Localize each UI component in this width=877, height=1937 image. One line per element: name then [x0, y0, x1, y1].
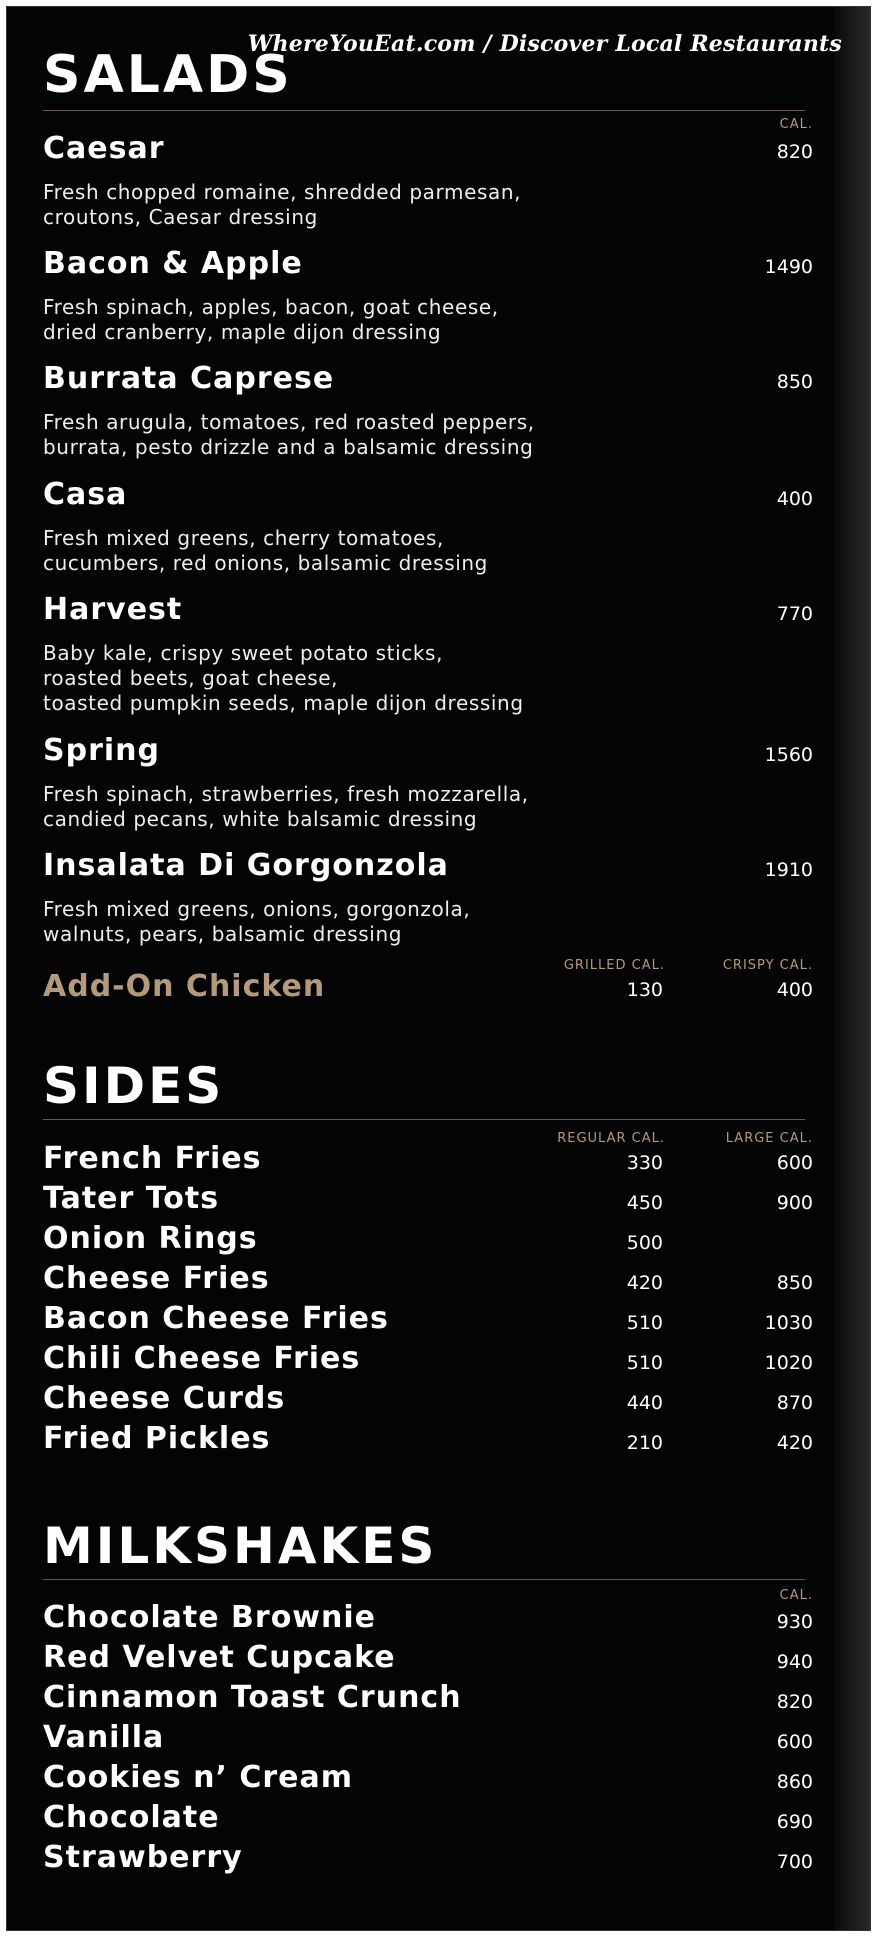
- item-cal: 700: [776, 1851, 813, 1873]
- item-description: Baby kale, crispy sweet potato sticks, roasted beets, goat cheese, toasted pumpkin seeds, maple dijon dressing: [43, 641, 524, 715]
- item-name: Insalata Di Gorgonzola: [43, 848, 449, 883]
- item-description: Fresh arugula, tomatoes, red roasted peppers, burrata, pesto drizzle and a balsamic dressing: [43, 410, 535, 459]
- menu-panel: [6, 6, 871, 1931]
- regular-cal: 440: [626, 1392, 663, 1414]
- large-cal: 600: [776, 1152, 813, 1174]
- grilled-cal-value: 130: [626, 979, 663, 1001]
- item-name: Chocolate Brownie: [43, 1600, 377, 1635]
- item-name: Cheese Fries: [43, 1261, 270, 1296]
- crispy-cal-value: 400: [776, 979, 813, 1001]
- item-name: Cinnamon Toast Crunch: [43, 1680, 462, 1715]
- regular-cal: 510: [626, 1352, 663, 1374]
- item-name: Strawberry: [43, 1840, 243, 1875]
- item-name: Fried Pickles: [43, 1421, 271, 1456]
- item-name: Red Velvet Cupcake: [43, 1640, 396, 1675]
- milkshakes-title: MILKSHAKES: [43, 1517, 438, 1575]
- item-description: Fresh mixed greens, onions, gorgonzola, walnuts, pears, balsamic dressing: [43, 897, 471, 946]
- item-description: Fresh spinach, strawberries, fresh mozzarella, candied pecans, white balsamic dressing: [43, 782, 529, 831]
- item-cal: 1910: [764, 859, 813, 881]
- item-name: Onion Rings: [43, 1221, 258, 1256]
- large-cal-header: LARGE CAL.: [725, 1131, 813, 1146]
- item-cal: 860: [776, 1771, 813, 1793]
- item-name: Bacon & Apple: [43, 246, 303, 281]
- grilled-cal-header: GRILLED CAL.: [563, 958, 665, 973]
- item-cal: 930: [776, 1611, 813, 1633]
- regular-cal-header: REGULAR CAL.: [557, 1131, 665, 1146]
- regular-cal: 330: [626, 1152, 663, 1174]
- item-cal: 820: [776, 1691, 813, 1713]
- item-cal: 1490: [764, 256, 813, 278]
- item-name: Casa: [43, 477, 128, 512]
- item-cal: 1560: [764, 744, 813, 766]
- item-cal: 600: [776, 1731, 813, 1753]
- item-name: Vanilla: [43, 1720, 165, 1755]
- salads-cal-header: CAL.: [779, 117, 813, 132]
- milkshakes-divider: [43, 1579, 805, 1580]
- regular-cal: 500: [626, 1232, 663, 1254]
- item-name: Chili Cheese Fries: [43, 1341, 361, 1376]
- item-description: Fresh mixed greens, cherry tomatoes, cucumbers, red onions, balsamic dressing: [43, 526, 488, 575]
- sides-divider: [43, 1119, 805, 1120]
- item-name: Tater Tots: [43, 1181, 220, 1216]
- regular-cal: 210: [626, 1432, 663, 1454]
- large-cal: 420: [776, 1432, 813, 1454]
- item-cal: 820: [776, 141, 813, 163]
- regular-cal: 420: [626, 1272, 663, 1294]
- item-cal: 850: [776, 371, 813, 393]
- item-description: Fresh spinach, apples, bacon, goat cheese, dried cranberry, maple dijon dressing: [43, 295, 499, 344]
- watermark-text: WhereYouEat.com / Discover Local Restaurants: [247, 31, 842, 57]
- item-description: Fresh chopped romaine, shredded parmesan, croutons, Caesar dressing: [43, 180, 522, 229]
- large-cal: 1020: [764, 1352, 813, 1374]
- milkshakes-cal-header: CAL.: [779, 1588, 813, 1603]
- large-cal: 870: [776, 1392, 813, 1414]
- item-name: Bacon Cheese Fries: [43, 1301, 389, 1336]
- item-name: Spring: [43, 733, 160, 768]
- item-name: Burrata Caprese: [43, 361, 335, 396]
- salads-divider: [43, 110, 805, 111]
- item-name: Cookies n’ Cream: [43, 1760, 353, 1795]
- regular-cal: 510: [626, 1312, 663, 1334]
- salads-title: SALADS: [43, 45, 293, 105]
- crispy-cal-header: CRISPY CAL.: [722, 958, 813, 973]
- item-cal: 690: [776, 1811, 813, 1833]
- menu-edge-shadow: [834, 7, 870, 1930]
- regular-cal: 450: [626, 1192, 663, 1214]
- item-name: Cheese Curds: [43, 1381, 286, 1416]
- large-cal: 900: [776, 1192, 813, 1214]
- item-name: French Fries: [43, 1141, 262, 1176]
- addon-chicken-label: Add-On Chicken: [43, 969, 326, 1004]
- item-cal: 770: [776, 603, 813, 625]
- large-cal: 1030: [764, 1312, 813, 1334]
- large-cal: 850: [776, 1272, 813, 1294]
- item-name: Caesar: [43, 131, 165, 166]
- item-name: Harvest: [43, 592, 183, 627]
- sides-title: SIDES: [43, 1057, 225, 1115]
- item-name: Chocolate: [43, 1800, 220, 1835]
- item-cal: 940: [776, 1651, 813, 1673]
- item-cal: 400: [776, 488, 813, 510]
